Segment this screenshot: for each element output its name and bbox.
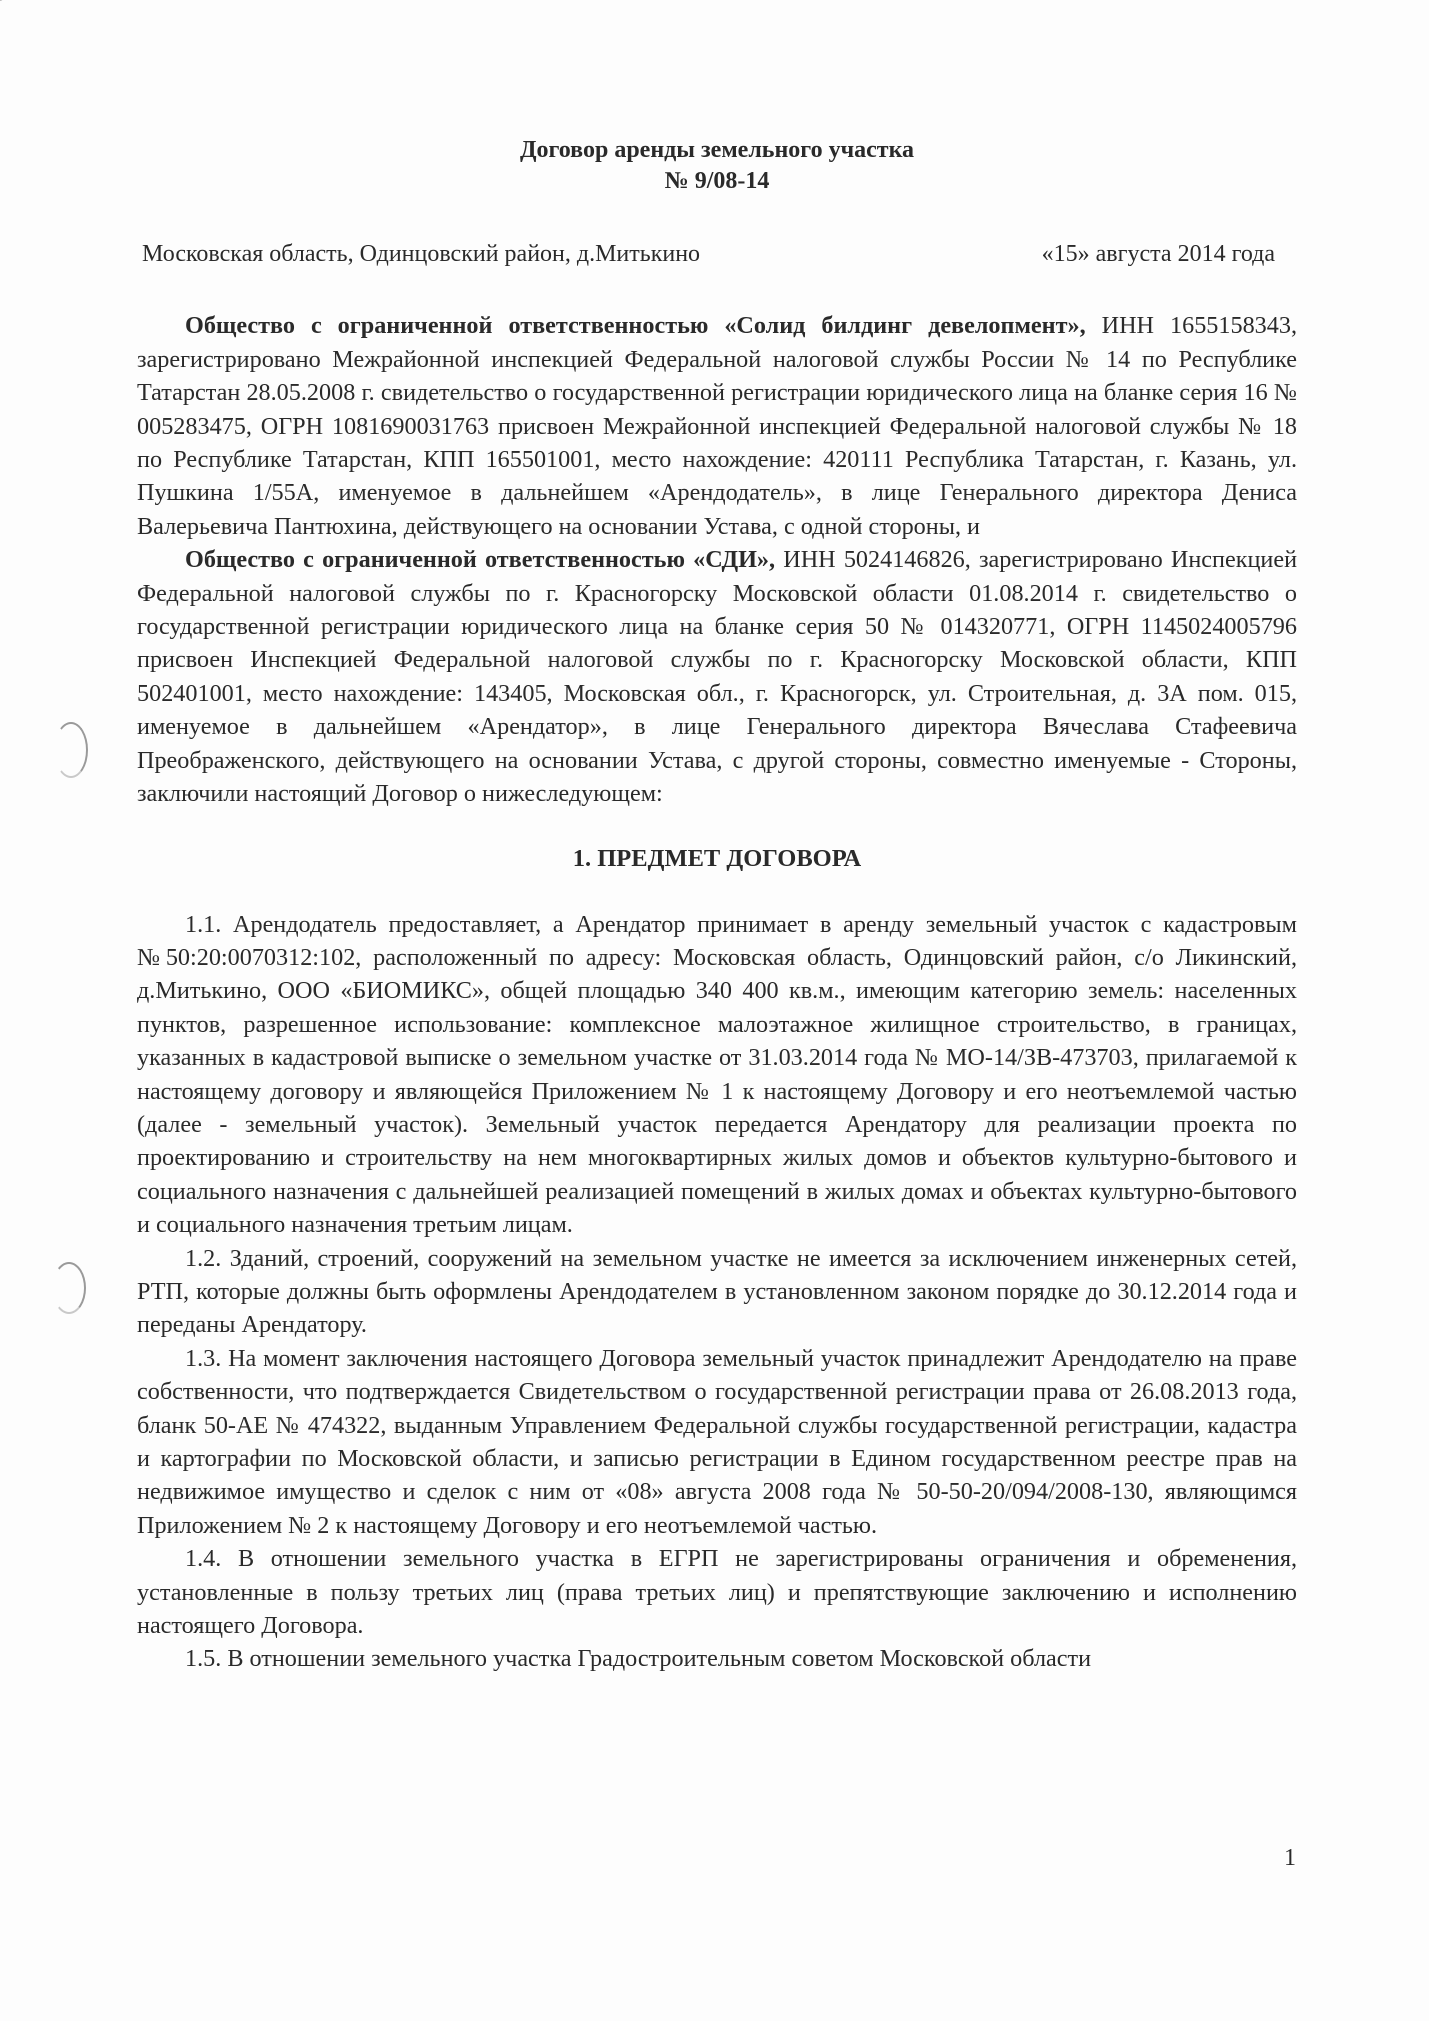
party-1-name: Общество с ограниченной ответственностью «Солид билдинг девелопмент», xyxy=(185,312,1086,340)
clause-1-4: 1.4. В отношении земельного участка в ЕГРП не зарегистрированы ограничения и обременения, установленные в пользу третьих лиц (права третьих лиц) и препятствующие заключению и исполнению настоящего Договора. xyxy=(137,1545,1297,1640)
place-date-line xyxy=(137,238,1297,271)
punch-hole-bottom xyxy=(52,1262,86,1314)
clause-1-5: 1.5. В отношении земельного участка Градостроительным советом Московской области xyxy=(185,1645,1092,1673)
party-2-name: Общество с ограниченной ответственностью «СДИ», xyxy=(185,546,776,574)
corner-scan-mark xyxy=(0,0,30,17)
section-1-title: 1. ПРЕДМЕТ ДОГОВОРА xyxy=(572,844,862,872)
punch-hole-top xyxy=(54,722,88,778)
clause-1-3: 1.3. На момент заключения настоящего Договора земельный участок принадлежит Арендодателю на праве собственности, что подтверждается Свидетельством о государственной регистрации права от 26.08.2013 года, бланк 50-АЕ № 474322, выданным Управлением Федеральной службы государственной регистрации, кадастра и картографии по Московской области, и записью регистрации в Едином государственном реестре прав на недвижимое имущество и сделок с ним от «08» августа 2008 года № 50-50-20/094/2008-130, являющимся Приложением № 2 к настоящему Договору и его неотъемлемой частью. xyxy=(137,1344,1297,1539)
clause-1-2: 1.2. Зданий, строений, сооружений на земельном участке не имеется за исключением инженерных сетей, РТП, которые должны быть оформлены Арендодателем в установленном законом порядке до 30.12.2014 года и переданы Арендатору. xyxy=(137,1244,1297,1339)
party-1-details: ИНН 1655158343, зарегистрировано Межрайонной инспекцией Федеральной налоговой службы России № 14 по Республике Татарстан 28.05.2008 г. свидетельство о государственной регистрации юридического лица на бланке серия 16 № 005283475, ОГРН 1081690031763 присвоен Межрайонной инспекцией Федеральной налоговой службы № 18 по Республике Татарстан, КПП 165501001, место нахождение: 420111 Республика Татарстан, г. Казань, ул. Пушкина 1/55А, именуемое в дальнейшем «Арендодатель», в лице Генерального директора Дениса Валерьевича Пантюхина, действующего на основании Устава, с одной стороны, и xyxy=(137,312,1297,540)
contract-place: Московская область, Одинцовский район, д.Митькино xyxy=(142,241,701,267)
clause-1-1: 1.1. Арендодатель предоставляет, а Арендатор принимает в аренду земельный участок с кадастровым №50:20:0070312:102, расположенный по адресу: Московская область, Одинцовский район, с/о Ликинский, д.Митькино, ООО «БИОМИКС», общей площадью 340 400 кв.м., имеющим категорию земель: населенных пунктов, разрешенное использование: комплексное малоэтажное жилищное строительство, в границах, указанных в кадастровой выписке о земельном участке от 31.03.2014 года № МО-14/ЗВ-473703, прилагаемой к настоящему договору и являющейся Приложением № 1 к настоящему Договору и его неотъемлемой частью (далее - земельный участок). Земельный участок передается Арендатору для реализации проекта по проектированию и строительству на нем многоквартирных жилых домов и объектов культурно-бытового и социального назначения с дальнейшей реализацией помещений в жилых домах и объектах культурно-бытового и социального назначения третьим лицам. xyxy=(137,910,1297,1239)
party-1-paragraph xyxy=(137,309,1297,543)
party-2-details: ИНН 5024146826, зарегистрировано Инспекцией Федеральной налоговой службы по г. Красногорску Московской области 01.08.2014 г. свидетельство о государственной регистрации юридического лица на бланке серия 50 № 014320771, ОГРН 1145024005796 присвоен Инспекцией Федеральной налоговой службы по г. Красногорску Московской области, КПП 502401001, место нахождение: 143405, Московская обл., г. Красногорск, ул. Строительная, д. 3А пом. 015, именуемое в дальнейшем «Арендатор», в лице Генерального директора Вячеслава Стафеевича Преображенского, действующего на основании Устава, с другой стороны, совместно именуемые - Стороны, заключили настоящий Договор о нижеследующем: xyxy=(137,546,1298,808)
document-body xyxy=(137,135,1297,1676)
page-number: 1 xyxy=(1284,1845,1296,1871)
party-2-paragraph xyxy=(137,543,1297,810)
document-title xyxy=(137,135,1297,197)
contract-date: «15» августа 2014 года xyxy=(1041,241,1275,267)
title-line-2: № 9/08-14 xyxy=(664,168,770,194)
title-line-1: Договор аренды земельного участка xyxy=(519,137,915,163)
